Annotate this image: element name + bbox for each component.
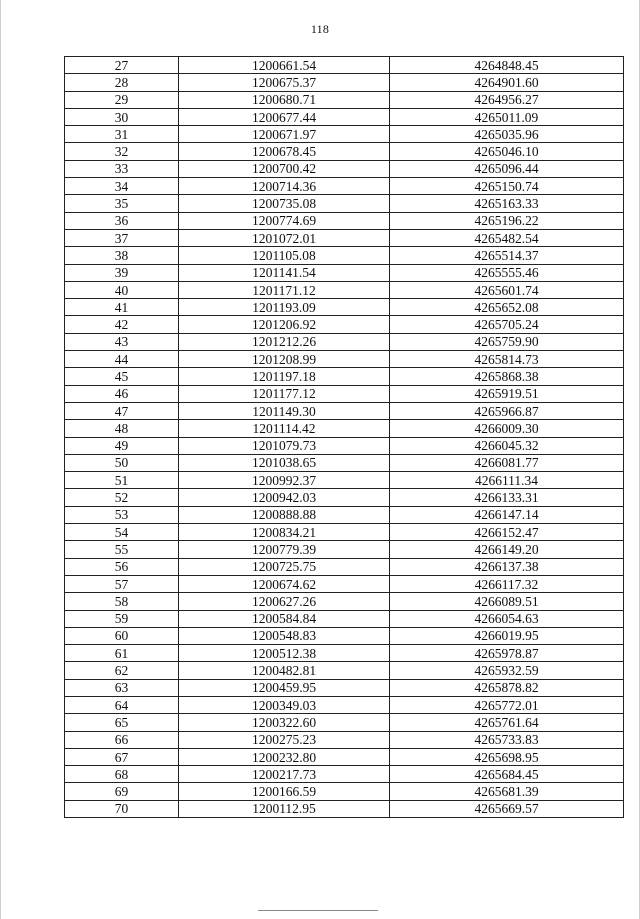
y-coordinate-cell: 4265978.87 bbox=[390, 645, 624, 662]
x-coordinate-cell: 1200680.71 bbox=[179, 91, 390, 108]
point-number-cell: 30 bbox=[65, 108, 179, 125]
y-coordinate-cell: 4265514.37 bbox=[390, 247, 624, 264]
table-row bbox=[65, 264, 624, 281]
y-coordinate-cell: 4266089.51 bbox=[390, 593, 624, 610]
x-coordinate-cell: 1200166.59 bbox=[179, 783, 390, 800]
y-coordinate-cell: 4265684.45 bbox=[390, 766, 624, 783]
table-row bbox=[65, 541, 624, 558]
x-coordinate-cell: 1201079.73 bbox=[179, 437, 390, 454]
table-row bbox=[65, 645, 624, 662]
x-coordinate-cell: 1200774.69 bbox=[179, 212, 390, 229]
point-number-cell: 41 bbox=[65, 299, 179, 316]
x-coordinate-cell: 1200322.60 bbox=[179, 714, 390, 731]
point-number-cell: 49 bbox=[65, 437, 179, 454]
table-row bbox=[65, 74, 624, 91]
table-row bbox=[65, 593, 624, 610]
y-coordinate-cell: 4266149.20 bbox=[390, 541, 624, 558]
point-number-cell: 27 bbox=[65, 57, 179, 74]
point-number-cell: 61 bbox=[65, 645, 179, 662]
y-coordinate-cell: 4265196.22 bbox=[390, 212, 624, 229]
x-coordinate-cell: 1200661.54 bbox=[179, 57, 390, 74]
point-number-cell: 50 bbox=[65, 454, 179, 471]
y-coordinate-cell: 4266111.34 bbox=[390, 472, 624, 489]
y-coordinate-cell: 4266117.32 bbox=[390, 575, 624, 592]
y-coordinate-cell: 4265150.74 bbox=[390, 178, 624, 195]
table-row bbox=[65, 627, 624, 644]
x-coordinate-cell: 1201171.12 bbox=[179, 281, 390, 298]
table-row bbox=[65, 178, 624, 195]
x-coordinate-cell: 1200217.73 bbox=[179, 766, 390, 783]
y-coordinate-cell: 4265669.57 bbox=[390, 800, 624, 817]
point-number-cell: 54 bbox=[65, 524, 179, 541]
y-coordinate-cell: 4266054.63 bbox=[390, 610, 624, 627]
y-coordinate-cell: 4266009.30 bbox=[390, 420, 624, 437]
table-row bbox=[65, 385, 624, 402]
point-number-cell: 66 bbox=[65, 731, 179, 748]
x-coordinate-cell: 1200700.42 bbox=[179, 160, 390, 177]
y-coordinate-cell: 4264848.45 bbox=[390, 57, 624, 74]
x-coordinate-cell: 1201072.01 bbox=[179, 229, 390, 246]
y-coordinate-cell: 4266137.38 bbox=[390, 558, 624, 575]
point-number-cell: 31 bbox=[65, 126, 179, 143]
table-row bbox=[65, 783, 624, 800]
bottom-rule bbox=[258, 910, 378, 911]
y-coordinate-cell: 4265046.10 bbox=[390, 143, 624, 160]
y-coordinate-cell: 4264956.27 bbox=[390, 91, 624, 108]
y-coordinate-cell: 4265868.38 bbox=[390, 368, 624, 385]
point-number-cell: 44 bbox=[65, 351, 179, 368]
table-row bbox=[65, 679, 624, 696]
x-coordinate-cell: 1201141.54 bbox=[179, 264, 390, 281]
x-coordinate-cell: 1200779.39 bbox=[179, 541, 390, 558]
table-row bbox=[65, 368, 624, 385]
x-coordinate-cell: 1200678.45 bbox=[179, 143, 390, 160]
table-row bbox=[65, 437, 624, 454]
table-row bbox=[65, 575, 624, 592]
y-coordinate-cell: 4265555.46 bbox=[390, 264, 624, 281]
table-row bbox=[65, 229, 624, 246]
table-row bbox=[65, 489, 624, 506]
point-number-cell: 62 bbox=[65, 662, 179, 679]
table-row bbox=[65, 714, 624, 731]
table-row bbox=[65, 506, 624, 523]
x-coordinate-cell: 1201206.92 bbox=[179, 316, 390, 333]
table-row bbox=[65, 281, 624, 298]
x-coordinate-cell: 1200349.03 bbox=[179, 696, 390, 713]
y-coordinate-cell: 4265482.54 bbox=[390, 229, 624, 246]
point-number-cell: 57 bbox=[65, 575, 179, 592]
table-row bbox=[65, 126, 624, 143]
point-number-cell: 53 bbox=[65, 506, 179, 523]
table-row bbox=[65, 748, 624, 765]
table-row bbox=[65, 731, 624, 748]
table-row bbox=[65, 212, 624, 229]
point-number-cell: 45 bbox=[65, 368, 179, 385]
table-row bbox=[65, 800, 624, 817]
point-number-cell: 46 bbox=[65, 385, 179, 402]
x-coordinate-cell: 1200942.03 bbox=[179, 489, 390, 506]
x-coordinate-cell: 1200627.26 bbox=[179, 593, 390, 610]
table-row bbox=[65, 195, 624, 212]
x-coordinate-cell: 1200548.83 bbox=[179, 627, 390, 644]
point-number-cell: 58 bbox=[65, 593, 179, 610]
x-coordinate-cell: 1200671.97 bbox=[179, 126, 390, 143]
table-row bbox=[65, 160, 624, 177]
point-number-cell: 55 bbox=[65, 541, 179, 558]
point-number-cell: 52 bbox=[65, 489, 179, 506]
point-number-cell: 51 bbox=[65, 472, 179, 489]
coordinates-table-body bbox=[65, 57, 624, 818]
table-row bbox=[65, 558, 624, 575]
point-number-cell: 65 bbox=[65, 714, 179, 731]
point-number-cell: 38 bbox=[65, 247, 179, 264]
y-coordinate-cell: 4265878.82 bbox=[390, 679, 624, 696]
point-number-cell: 56 bbox=[65, 558, 179, 575]
y-coordinate-cell: 4265814.73 bbox=[390, 351, 624, 368]
point-number-cell: 70 bbox=[65, 800, 179, 817]
y-coordinate-cell: 4266019.95 bbox=[390, 627, 624, 644]
x-coordinate-cell: 1200112.95 bbox=[179, 800, 390, 817]
point-number-cell: 39 bbox=[65, 264, 179, 281]
point-number-cell: 33 bbox=[65, 160, 179, 177]
y-coordinate-cell: 4266081.77 bbox=[390, 454, 624, 471]
x-coordinate-cell: 1200714.36 bbox=[179, 178, 390, 195]
table-row bbox=[65, 766, 624, 783]
x-coordinate-cell: 1200459.95 bbox=[179, 679, 390, 696]
y-coordinate-cell: 4266133.31 bbox=[390, 489, 624, 506]
table-row bbox=[65, 57, 624, 74]
y-coordinate-cell: 4265163.33 bbox=[390, 195, 624, 212]
x-coordinate-cell: 1201193.09 bbox=[179, 299, 390, 316]
point-number-cell: 34 bbox=[65, 178, 179, 195]
table-row bbox=[65, 402, 624, 419]
point-number-cell: 32 bbox=[65, 143, 179, 160]
x-coordinate-cell: 1201208.99 bbox=[179, 351, 390, 368]
y-coordinate-cell: 4265652.08 bbox=[390, 299, 624, 316]
page-left-edge bbox=[0, 0, 1, 919]
y-coordinate-cell: 4265733.83 bbox=[390, 731, 624, 748]
point-number-cell: 69 bbox=[65, 783, 179, 800]
x-coordinate-cell: 1200232.80 bbox=[179, 748, 390, 765]
y-coordinate-cell: 4265761.64 bbox=[390, 714, 624, 731]
page-number: 118 bbox=[310, 22, 330, 36]
y-coordinate-cell: 4265681.39 bbox=[390, 783, 624, 800]
table-row bbox=[65, 316, 624, 333]
point-number-cell: 37 bbox=[65, 229, 179, 246]
x-coordinate-cell: 1200584.84 bbox=[179, 610, 390, 627]
x-coordinate-cell: 1200482.81 bbox=[179, 662, 390, 679]
x-coordinate-cell: 1201038.65 bbox=[179, 454, 390, 471]
x-coordinate-cell: 1200725.75 bbox=[179, 558, 390, 575]
x-coordinate-cell: 1200512.38 bbox=[179, 645, 390, 662]
y-coordinate-cell: 4265932.59 bbox=[390, 662, 624, 679]
table-row bbox=[65, 696, 624, 713]
table-row bbox=[65, 108, 624, 125]
x-coordinate-cell: 1201197.18 bbox=[179, 368, 390, 385]
point-number-cell: 68 bbox=[65, 766, 179, 783]
point-number-cell: 40 bbox=[65, 281, 179, 298]
table-row bbox=[65, 91, 624, 108]
point-number-cell: 47 bbox=[65, 402, 179, 419]
y-coordinate-cell: 4265966.87 bbox=[390, 402, 624, 419]
y-coordinate-cell: 4265698.95 bbox=[390, 748, 624, 765]
point-number-cell: 35 bbox=[65, 195, 179, 212]
x-coordinate-cell: 1200888.88 bbox=[179, 506, 390, 523]
x-coordinate-cell: 1201114.42 bbox=[179, 420, 390, 437]
y-coordinate-cell: 4265919.51 bbox=[390, 385, 624, 402]
y-coordinate-cell: 4265035.96 bbox=[390, 126, 624, 143]
point-number-cell: 63 bbox=[65, 679, 179, 696]
point-number-cell: 36 bbox=[65, 212, 179, 229]
table-row bbox=[65, 610, 624, 627]
point-number-cell: 67 bbox=[65, 748, 179, 765]
point-number-cell: 42 bbox=[65, 316, 179, 333]
x-coordinate-cell: 1201149.30 bbox=[179, 402, 390, 419]
x-coordinate-cell: 1200677.44 bbox=[179, 108, 390, 125]
y-coordinate-cell: 4266152.47 bbox=[390, 524, 624, 541]
point-number-cell: 60 bbox=[65, 627, 179, 644]
x-coordinate-cell: 1200834.21 bbox=[179, 524, 390, 541]
point-number-cell: 43 bbox=[65, 333, 179, 350]
table-row bbox=[65, 299, 624, 316]
table-row bbox=[65, 662, 624, 679]
coordinates-table bbox=[64, 56, 624, 818]
table-row bbox=[65, 524, 624, 541]
y-coordinate-cell: 4265601.74 bbox=[390, 281, 624, 298]
y-coordinate-cell: 4266045.32 bbox=[390, 437, 624, 454]
table-row bbox=[65, 351, 624, 368]
y-coordinate-cell: 4265705.24 bbox=[390, 316, 624, 333]
x-coordinate-cell: 1200674.62 bbox=[179, 575, 390, 592]
x-coordinate-cell: 1201212.26 bbox=[179, 333, 390, 350]
x-coordinate-cell: 1201177.12 bbox=[179, 385, 390, 402]
point-number-cell: 64 bbox=[65, 696, 179, 713]
table-row bbox=[65, 472, 624, 489]
x-coordinate-cell: 1200735.08 bbox=[179, 195, 390, 212]
x-coordinate-cell: 1201105.08 bbox=[179, 247, 390, 264]
table-row bbox=[65, 454, 624, 471]
x-coordinate-cell: 1200675.37 bbox=[179, 74, 390, 91]
y-coordinate-cell: 4266147.14 bbox=[390, 506, 624, 523]
point-number-cell: 59 bbox=[65, 610, 179, 627]
y-coordinate-cell: 4265011.09 bbox=[390, 108, 624, 125]
y-coordinate-cell: 4265096.44 bbox=[390, 160, 624, 177]
table-row bbox=[65, 333, 624, 350]
point-number-cell: 28 bbox=[65, 74, 179, 91]
table-row bbox=[65, 143, 624, 160]
y-coordinate-cell: 4265759.90 bbox=[390, 333, 624, 350]
x-coordinate-cell: 1200275.23 bbox=[179, 731, 390, 748]
x-coordinate-cell: 1200992.37 bbox=[179, 472, 390, 489]
y-coordinate-cell: 4264901.60 bbox=[390, 74, 624, 91]
point-number-cell: 29 bbox=[65, 91, 179, 108]
table-row bbox=[65, 247, 624, 264]
table-row bbox=[65, 420, 624, 437]
point-number-cell: 48 bbox=[65, 420, 179, 437]
y-coordinate-cell: 4265772.01 bbox=[390, 696, 624, 713]
